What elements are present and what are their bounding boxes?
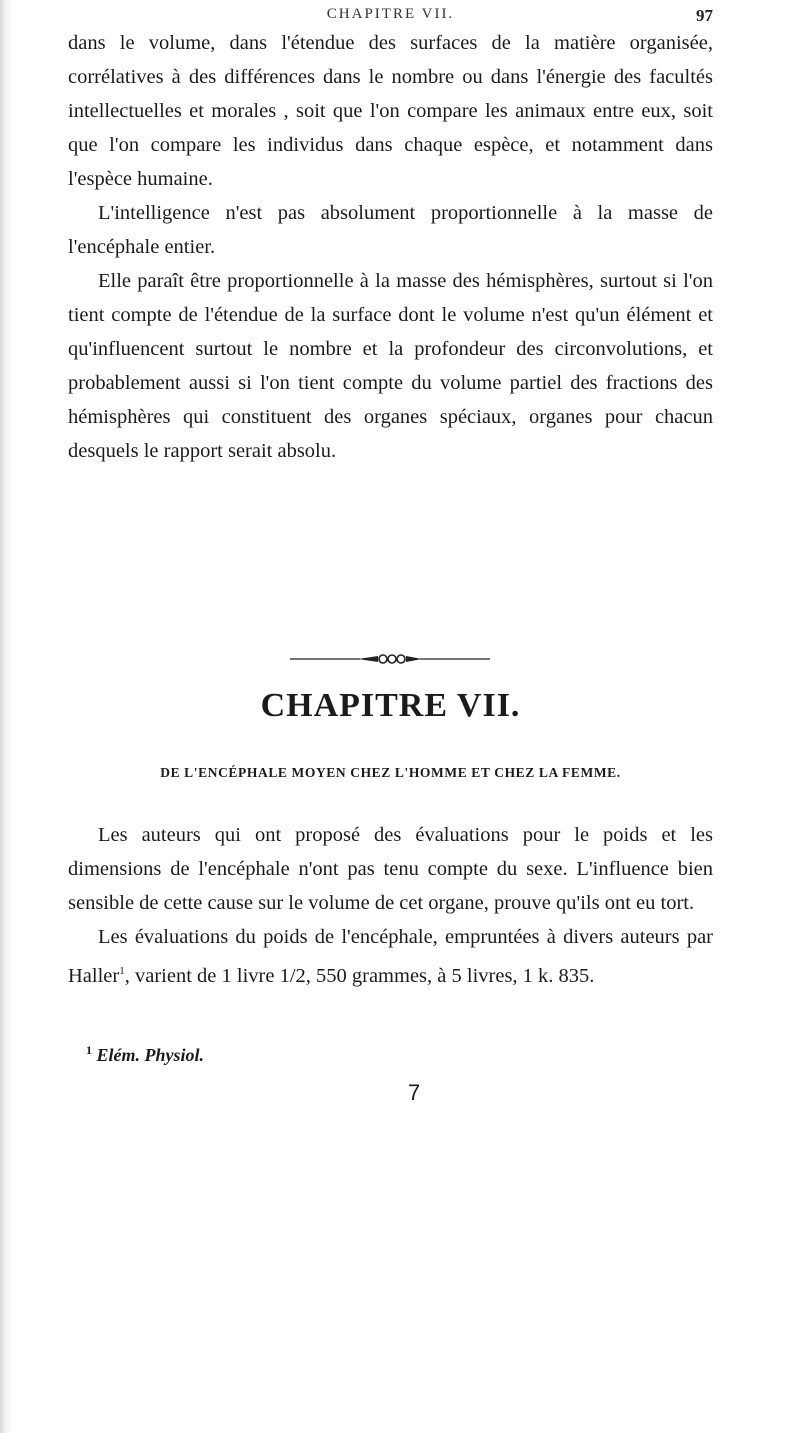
running-head <box>68 6 713 28</box>
page-number: 97 <box>696 6 713 25</box>
footnote-reference: 1 <box>119 965 125 977</box>
running-title: CHAPITRE VII. <box>326 6 455 22</box>
footnote-marker: 1 <box>86 1043 92 1057</box>
chapter-subtitle: DE L'ENCÉPHALE MOYEN CHEZ L'HOMME ET CHEZ LA FEMME. <box>160 765 621 780</box>
printer-signature: 7 <box>408 1080 421 1105</box>
paragraph-text: Les évaluations du poids de l'encéphale, empruntées à divers auteurs par Haller <box>68 926 713 987</box>
paragraph: Elle paraît être proportionnelle à la masse des hémisphères, surtout si l'on tient compte de l'étendue de la surface dont le volume n'est qu'un élément et qu'influencent surtout le nombre et la profondeur des circonvolutions, et probablement aussi si l'on tient compte du volume partiel des fractions des hémisphères qui constituent des organes spéciaux, organes pour chacun desquels le rapport serait absolu. <box>68 270 713 462</box>
footnote-text: Elém. Physiol. <box>96 1045 204 1065</box>
paragraph: Les auteurs qui ont proposé des évaluations pour le poids et les dimensions de l'encéphale n'ont pas tenu compte du sexe. L'influence bien sensible de cette cause sur le volume de cet organe, prouve qu'ils ont eu tort. <box>68 824 713 914</box>
chapter-title: CHAPITRE VII. <box>260 687 521 724</box>
paragraph: L'intelligence n'est pas absolument proportionnelle à la masse de l'encéphale entier. <box>68 202 713 258</box>
footnote <box>86 1043 204 1066</box>
paragraph <box>68 920 713 993</box>
chapter-ornament <box>290 652 490 666</box>
section-two <box>68 818 713 993</box>
paragraph: dans le volume, dans l'étendue des surfaces de la matière organisée, corrélatives à des différences dans le nombre ou dans l'énergie des facultés intellectuelles et morales , soit que l'on compare les animaux entre eux, soit que l'on compare les individus dans chaque espèce, et notamment dans l'espèce humaine. <box>68 32 713 190</box>
section-one <box>68 26 713 468</box>
paragraph-text: , varient de 1 livre 1/2, 550 grammes, à 5 livres, 1 k. 835. <box>124 964 595 987</box>
